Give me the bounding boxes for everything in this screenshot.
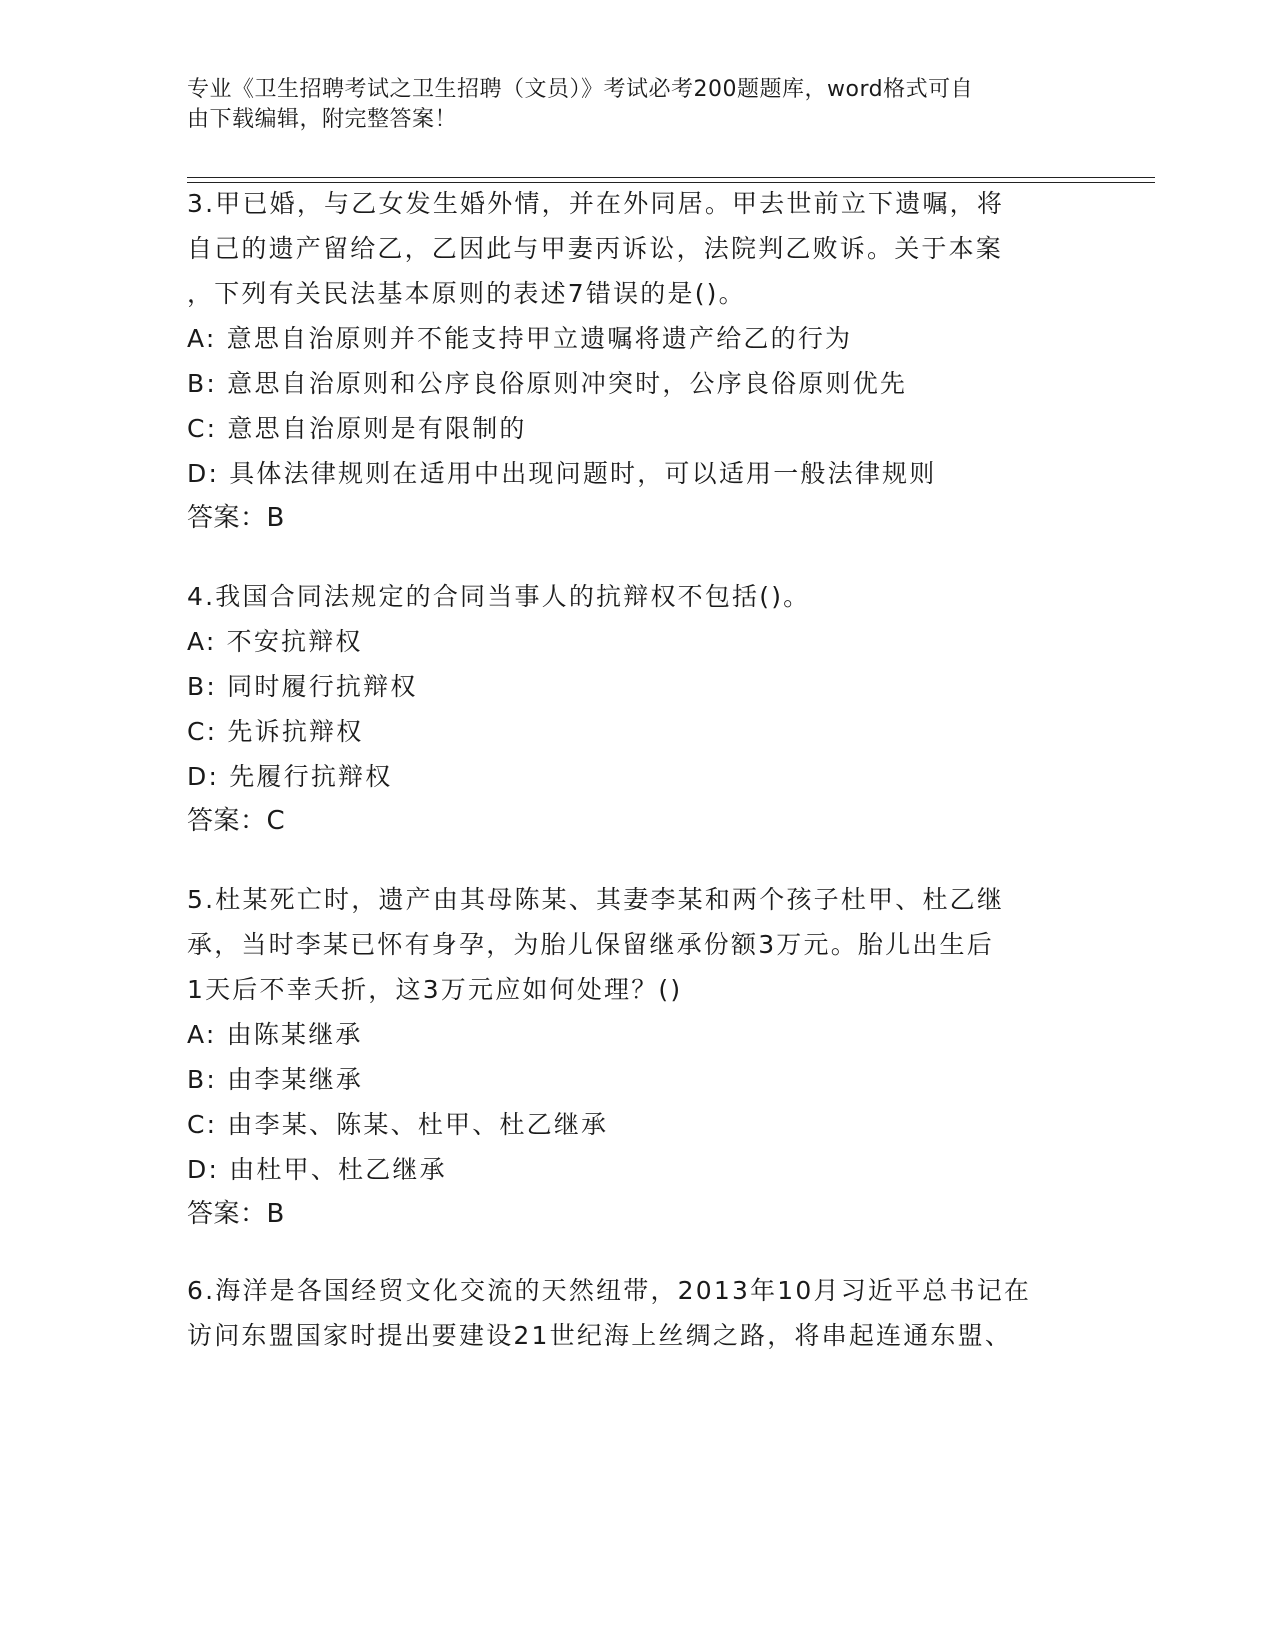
answer-line: 答案：B — [187, 503, 285, 533]
option-b: B: 由李某继承 — [187, 1065, 364, 1094]
question-stem-line: 4.我国合同法规定的合同当事人的抗辩权不包括()。 — [187, 582, 811, 611]
header-title-line-2: 由下载编辑，附完整答案！ — [187, 107, 458, 132]
question-stem-line: 自己的遗产留给乙，乙因此与甲妻丙诉讼，法院判乙败诉。关于本案 — [187, 234, 1004, 263]
answer-line: 答案：B — [187, 1199, 285, 1229]
option-a: A: 不安抗辩权 — [187, 627, 363, 656]
option-d: D: 先履行抗辩权 — [187, 762, 393, 791]
option-b: B: 意思自治原则和公序良俗原则冲突时，公序良俗原则优先 — [187, 369, 908, 398]
question-stem-line: 1天后不幸夭折，这3万元应如何处理？() — [187, 975, 683, 1004]
option-a: A: 意思自治原则并不能支持甲立遗嘱将遗产给乙的行为 — [187, 324, 853, 353]
question-6 — [187, 1268, 1087, 1358]
header-divider-top — [187, 177, 1155, 178]
option-b: B: 同时履行抗辩权 — [187, 672, 418, 701]
document-header — [187, 75, 1067, 135]
question-3 — [187, 181, 1087, 541]
header-title-line-1: 专业《卫生招聘考试之卫生招聘（文员）》考试必考200题题库，word格式可自 — [187, 77, 974, 102]
question-stem-line: 3.甲已婚，与乙女发生婚外情，并在外同居。甲去世前立下遗嘱，将 — [187, 189, 1005, 218]
question-stem-line: 5.杜某死亡时，遗产由其母陈某、其妻李某和两个孩子杜甲、杜乙继 — [187, 885, 1005, 914]
option-a: A: 由陈某继承 — [187, 1020, 363, 1049]
question-stem-line: ，下列有关民法基本原则的表述7错误的是()。 — [187, 279, 746, 308]
option-d: D: 由杜甲、杜乙继承 — [187, 1155, 447, 1184]
question-stem-line: 访问东盟国家时提出要建设21世纪海上丝绸之路，将串起连通东盟、 — [187, 1321, 1013, 1350]
question-stem-line: 6.海洋是各国经贸文化交流的天然纽带，2013年10月习近平总书记在 — [187, 1276, 1032, 1305]
option-c: C: 由李某、陈某、杜甲、杜乙继承 — [187, 1110, 609, 1139]
question-5 — [187, 877, 1087, 1237]
option-c: C: 意思自治原则是有限制的 — [187, 414, 527, 443]
option-c: C: 先诉抗辩权 — [187, 717, 364, 746]
question-stem-line: 承，当时李某已怀有身孕，为胎儿保留继承份额3万元。胎儿出生后 — [187, 930, 994, 959]
answer-line: 答案：C — [187, 806, 286, 836]
option-d: D: 具体法律规则在适用中出现问题时，可以适用一般法律规则 — [187, 459, 937, 488]
question-4 — [187, 574, 1087, 844]
